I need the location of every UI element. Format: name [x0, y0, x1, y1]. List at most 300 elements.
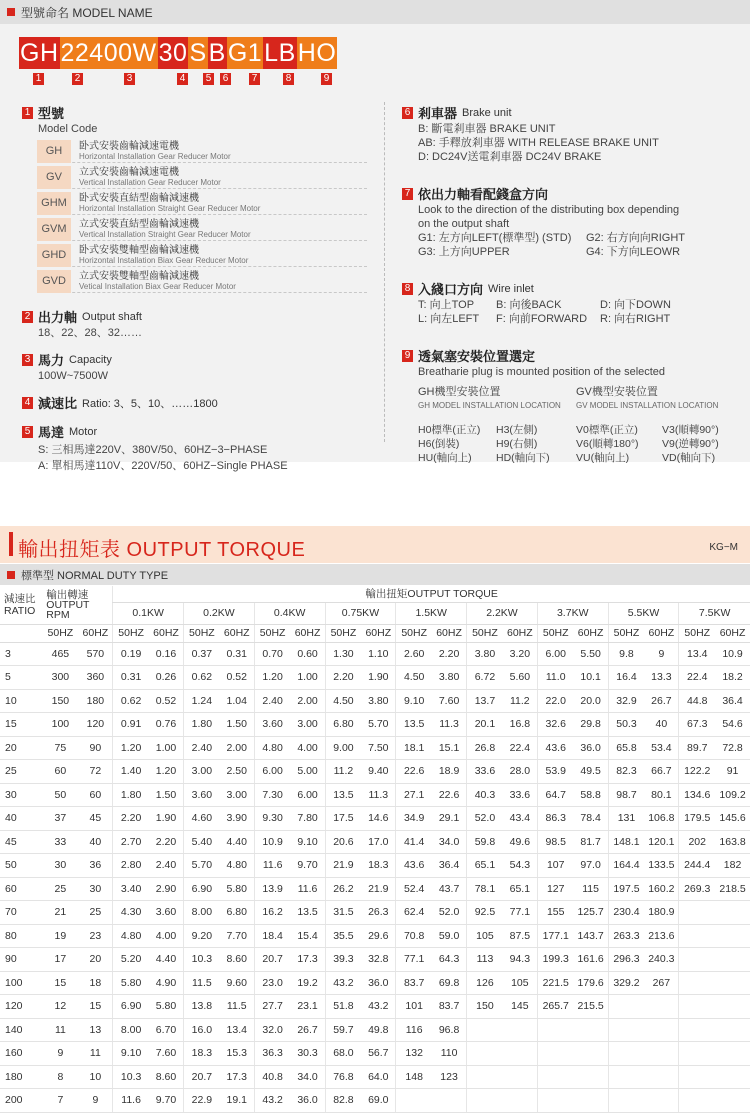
torque-cell	[644, 1089, 679, 1113]
torque-cell: 83.7	[396, 971, 432, 995]
torque-cell	[644, 1018, 679, 1042]
torque-cell: 10.3	[184, 948, 220, 972]
item-breather-plug	[402, 346, 742, 365]
torque-cell: 16.4	[608, 666, 644, 690]
torque-cell: 34.9	[396, 807, 432, 831]
item-output-shaft	[22, 307, 367, 326]
torque-cell: 2.40	[184, 736, 220, 760]
rpm-cell: 15	[79, 995, 113, 1019]
torque-cell	[608, 1042, 644, 1066]
torque-cell	[679, 901, 715, 925]
torque-cell: 4.40	[220, 830, 255, 854]
torque-cell: 21.9	[325, 854, 361, 878]
torque-cell: 244.4	[679, 854, 715, 878]
option-d: D: 向下DOWN	[600, 299, 671, 311]
normal-duty-header	[0, 564, 750, 585]
torque-cell: 13.3	[644, 666, 679, 690]
torque-cell: 4.50	[325, 689, 361, 713]
torque-cell: 32.8	[361, 948, 396, 972]
torque-cell	[679, 995, 715, 1019]
torque-cell: 19.1	[220, 1089, 255, 1113]
torque-cell	[396, 1089, 432, 1113]
torque-cell: 1.80	[184, 713, 220, 737]
torque-cell: 8.00	[113, 1018, 149, 1042]
item-motor	[22, 422, 367, 441]
rpm-cell: 33	[42, 830, 78, 854]
table-row	[0, 736, 750, 760]
torque-cell: 143.7	[574, 924, 609, 948]
torque-cell: 1.80	[113, 783, 149, 807]
model-code-segment: S	[189, 39, 207, 67]
item-title: 馬達	[38, 425, 65, 440]
torque-cell: 5.70	[361, 713, 396, 737]
torque-cell: 127	[537, 877, 573, 901]
torque-cell: 3.80	[432, 666, 467, 690]
model-type-en: Vertical Installation Straight Gear Reducer Motor	[79, 230, 251, 239]
torque-cell: 97.0	[574, 854, 609, 878]
model-name-header	[0, 0, 750, 24]
torque-cell: 22.6	[396, 760, 432, 784]
model-code-segment: B	[208, 39, 226, 67]
torque-cell: 81.7	[574, 830, 609, 854]
torque-cell: 20.1	[467, 713, 503, 737]
torque-cell	[715, 995, 750, 1019]
torque-cell	[574, 1018, 609, 1042]
hz60-header: 60HZ	[291, 624, 326, 642]
torque-cell: 1.90	[149, 807, 184, 831]
torque-cell: 18.1	[396, 736, 432, 760]
torque-cell: 26.8	[467, 736, 503, 760]
torque-cell	[467, 1089, 503, 1113]
torque-cell	[608, 1065, 644, 1089]
rpm-header	[42, 586, 112, 624]
torque-cell: 213.6	[644, 924, 679, 948]
torque-title-bar	[0, 526, 750, 563]
rpm-cell: 60	[42, 760, 78, 784]
torque-cell: 53.4	[644, 736, 679, 760]
torque-cell	[503, 1042, 538, 1066]
torque-cell: 53.9	[537, 760, 573, 784]
torque-cell: 1.24	[184, 689, 220, 713]
torque-cell: 9	[644, 642, 679, 666]
torque-cell: 43.7	[432, 877, 467, 901]
torque-cell: 5.00	[291, 760, 326, 784]
item-title-en: Ratio: 3、5、10、……1800	[82, 397, 218, 410]
table-row	[0, 995, 750, 1019]
torque-cell: 17.0	[361, 830, 396, 854]
hz60-header: 60HZ	[220, 624, 255, 642]
torque-cell: 9.70	[149, 1089, 184, 1113]
ratio-cell: 60	[0, 877, 42, 901]
torque-cell: 2.00	[220, 736, 255, 760]
model-type-description	[79, 270, 236, 292]
table-row	[0, 642, 750, 666]
torque-cell: 148.1	[608, 830, 644, 854]
torque-cell: 131	[608, 807, 644, 831]
wire-inlet-options	[418, 298, 742, 326]
torque-cell: 126	[467, 971, 503, 995]
torque-cell: 13.4	[679, 642, 715, 666]
model-type-description	[79, 166, 221, 188]
rpm-cell: 9	[42, 1042, 78, 1066]
rpm-cell: 20	[79, 948, 113, 972]
item-number: 9	[402, 350, 413, 362]
table-row	[0, 666, 750, 690]
table-row	[0, 901, 750, 925]
torque-cell: 9.20	[184, 924, 220, 948]
torque-cell: 15.3	[220, 1042, 255, 1066]
torque-cell: 123	[432, 1065, 467, 1089]
torque-cell: 4.60	[184, 807, 220, 831]
torque-cell: 9.40	[361, 760, 396, 784]
option-r: R: 向右RIGHT	[600, 313, 671, 325]
distribution-box-desc: Look to the direction of the distributing box depending	[418, 204, 680, 216]
torque-cell: 54.3	[503, 854, 538, 878]
rpm-cell: 60	[79, 783, 113, 807]
table-row	[0, 877, 750, 901]
torque-cell	[467, 1018, 503, 1042]
model-code-segment: 22400W	[60, 39, 157, 67]
model-type-en: Vertical Installation Gear Reducer Motor	[79, 178, 221, 187]
installation-location-headers	[418, 385, 742, 413]
model-code	[19, 37, 337, 69]
rpm-cell: 36	[79, 854, 113, 878]
item-title: 型號	[38, 106, 65, 121]
torque-cell: 0.76	[149, 713, 184, 737]
power-header: 5.5KW	[608, 602, 679, 624]
torque-cell	[644, 995, 679, 1019]
torque-cell: 87.5	[503, 924, 538, 948]
torque-cell: 9.30	[254, 807, 290, 831]
torque-cell: 9.10	[291, 830, 326, 854]
torque-cell	[644, 1065, 679, 1089]
rpm-cell: 8	[42, 1065, 78, 1089]
torque-cell: 49.5	[574, 760, 609, 784]
breather-plug-desc: Breatharie plug is mounted position of the selected	[418, 366, 666, 378]
torque-cell: 267	[644, 971, 679, 995]
torque-cell	[715, 948, 750, 972]
item-ratio	[22, 393, 367, 412]
torque-cell: 106.8	[644, 807, 679, 831]
position-h6: H6(倒裝)	[418, 438, 460, 450]
hz50-header: 50HZ	[42, 624, 78, 642]
torque-cell: 11.5	[220, 995, 255, 1019]
torque-cell: 65.1	[503, 877, 538, 901]
model-code-segment: HO	[297, 39, 337, 67]
torque-cell: 1.04	[220, 689, 255, 713]
rpm-cell: 10	[79, 1065, 113, 1089]
hz50-header: 50HZ	[184, 624, 220, 642]
torque-cell: 39.3	[325, 948, 361, 972]
rpm-cell: 30	[79, 877, 113, 901]
rpm-cell: 465	[42, 642, 78, 666]
torque-cell: 65.1	[467, 854, 503, 878]
item-title: 減速比	[38, 396, 78, 411]
rpm-cell: 37	[42, 807, 78, 831]
torque-cell: 150	[467, 995, 503, 1019]
torque-cell: 59.7	[325, 1018, 361, 1042]
table-row	[0, 1089, 750, 1113]
torque-cell: 20.6	[325, 830, 361, 854]
torque-cell	[679, 1065, 715, 1089]
torque-cell: 0.91	[113, 713, 149, 737]
table-row	[0, 924, 750, 948]
torque-cell: 26.3	[361, 901, 396, 925]
torque-cell: 41.4	[396, 830, 432, 854]
torque-cell: 133.5	[644, 854, 679, 878]
rpm-cell: 40	[79, 830, 113, 854]
torque-cell: 2.20	[325, 666, 361, 690]
torque-cell: 0.62	[184, 666, 220, 690]
torque-cell: 9.70	[291, 854, 326, 878]
torque-cell: 23.0	[254, 971, 290, 995]
torque-cell	[608, 1018, 644, 1042]
torque-cell: 122.2	[679, 760, 715, 784]
torque-cell: 6.00	[254, 760, 290, 784]
table-header-row	[0, 586, 750, 602]
torque-cell: 62.4	[396, 901, 432, 925]
position-vu: VU(軸向上)	[576, 452, 630, 464]
torque-cell	[574, 1042, 609, 1066]
item-title-en: Output shaft	[82, 310, 142, 323]
torque-cell: 0.52	[149, 689, 184, 713]
option-t: T: 向上TOP	[418, 299, 475, 311]
torque-cell: 116	[396, 1018, 432, 1042]
torque-cell: 4.40	[149, 948, 184, 972]
table-row	[0, 948, 750, 972]
rpm-cell: 75	[42, 736, 78, 760]
torque-cell: 13.9	[254, 877, 290, 901]
torque-cell: 86.3	[537, 807, 573, 831]
torque-cell: 36.0	[291, 1089, 326, 1113]
torque-cell: 145.6	[715, 807, 750, 831]
power-header: 2.2KW	[467, 602, 538, 624]
rpm-cell: 12	[42, 995, 78, 1019]
torque-cell: 20.7	[184, 1065, 220, 1089]
torque-cell: 19.2	[291, 971, 326, 995]
torque-cell: 7.70	[220, 924, 255, 948]
torque-cell: 263.3	[608, 924, 644, 948]
torque-cell: 3.60	[149, 901, 184, 925]
ratio-cell: 140	[0, 1018, 42, 1042]
model-code-segment: LB	[264, 39, 296, 67]
torque-cell: 33.6	[503, 783, 538, 807]
torque-cell: 54.6	[715, 713, 750, 737]
torque-cell: 2.50	[220, 760, 255, 784]
torque-cell: 180.9	[644, 901, 679, 925]
torque-cell	[537, 1065, 573, 1089]
torque-cell: 58.8	[574, 783, 609, 807]
torque-cell: 18.3	[184, 1042, 220, 1066]
model-code-segment: G1	[227, 39, 263, 67]
model-type-en: Horizontal Installation Gear Reducer Motor	[79, 152, 231, 161]
torque-cell: 4.80	[220, 854, 255, 878]
model-type-en: Horizontal Installation Straight Gear Reducer Motor	[79, 204, 261, 213]
torque-cell: 36.0	[361, 971, 396, 995]
gh-location-title-en: GH MODEL INSTALLATION LOCATION	[418, 401, 561, 410]
torque-cell: 67.3	[679, 713, 715, 737]
torque-cell: 132	[396, 1042, 432, 1066]
torque-cell	[715, 901, 750, 925]
torque-cell: 34.0	[432, 830, 467, 854]
hz50-header: 50HZ	[113, 624, 149, 642]
torque-table-body	[0, 642, 750, 1112]
torque-cell	[467, 1065, 503, 1089]
rpm-cell: 21	[42, 901, 78, 925]
ratio-cell: 20	[0, 736, 42, 760]
option-g1: G1: 左方向LEFT(標準型) (STD)	[418, 232, 572, 244]
torque-cell: 17.3	[291, 948, 326, 972]
torque-cell: 134.6	[679, 783, 715, 807]
position-v6: V6(順轉180°)	[576, 438, 639, 450]
torque-cell: 22.6	[432, 783, 467, 807]
item-number: 4	[22, 397, 33, 409]
option-f: F: 向前FORWARD	[496, 313, 588, 325]
torque-cell: 83.7	[432, 995, 467, 1019]
hz60-header: 60HZ	[79, 624, 113, 642]
normal-duty-label: 標準型 NORMAL DUTY TYPE	[21, 569, 169, 582]
model-type-description	[79, 218, 251, 240]
torque-cell: 52.4	[396, 877, 432, 901]
distribution-box-options	[418, 231, 742, 259]
item-title: 依出力軸看配錢盒方向	[418, 187, 549, 202]
model-type-list	[22, 140, 367, 293]
torque-cell: 8.60	[149, 1065, 184, 1089]
torque-cell: 221.5	[537, 971, 573, 995]
model-type-cn: 立式安裝雙軸型齒輪減速機	[79, 271, 199, 282]
item-number: 5	[22, 426, 33, 438]
output-shaft-values: 18、22、28、32……	[38, 327, 142, 339]
item-title: 剎車器	[418, 106, 458, 121]
model-code-number: 4	[177, 73, 188, 85]
torque-header: 輸出扭矩OUTPUT TORQUE	[113, 586, 750, 602]
table-row	[0, 830, 750, 854]
torque-cell: 11.2	[325, 760, 361, 784]
torque-cell: 2.90	[149, 877, 184, 901]
torque-cell: 80.1	[644, 783, 679, 807]
torque-cell: 3.60	[254, 713, 290, 737]
torque-cell: 2.20	[113, 807, 149, 831]
title-accent-bar	[9, 532, 13, 556]
torque-cell: 145	[503, 995, 538, 1019]
torque-cell: 22.4	[503, 736, 538, 760]
model-type-cn: 卧式安裝直結型齒輪減速機	[79, 193, 199, 204]
table-row	[0, 1018, 750, 1042]
ratio-cell: 180	[0, 1065, 42, 1089]
left-column	[22, 103, 367, 473]
torque-cell: 105	[503, 971, 538, 995]
red-square-icon	[7, 571, 15, 579]
torque-cell: 36.4	[715, 689, 750, 713]
torque-cell: 3.60	[184, 783, 220, 807]
torque-cell: 56.7	[361, 1042, 396, 1066]
option-g4: G4: 下方向LEOWR	[586, 246, 681, 258]
hz60-header: 60HZ	[361, 624, 396, 642]
model-code-number: 9	[321, 73, 332, 85]
ratio-cell: 45	[0, 830, 42, 854]
torque-cell: 1.50	[149, 783, 184, 807]
torque-cell: 52.0	[467, 807, 503, 831]
torque-cell: 21.9	[361, 877, 396, 901]
torque-cell: 125.7	[574, 901, 609, 925]
rpm-cell: 300	[42, 666, 78, 690]
gh-location-title: GH機型安裝位置	[418, 386, 501, 398]
torque-cell: 1.90	[361, 666, 396, 690]
torque-cell: 20.0	[574, 689, 609, 713]
rpm-cell: 45	[79, 807, 113, 831]
rpm-cell: 180	[79, 689, 113, 713]
torque-cell: 3.20	[503, 642, 538, 666]
torque-cell: 0.31	[113, 666, 149, 690]
torque-cell: 7.80	[291, 807, 326, 831]
torque-cell: 110	[432, 1042, 467, 1066]
torque-cell: 30.3	[291, 1042, 326, 1066]
table-row	[0, 689, 750, 713]
torque-cell: 2.40	[149, 854, 184, 878]
torque-cell: 13.8	[184, 995, 220, 1019]
item-title: 出力軸	[38, 310, 78, 325]
model-type-code: GVD	[37, 270, 71, 293]
torque-cell: 0.19	[113, 642, 149, 666]
torque-cell: 26.2	[325, 877, 361, 901]
ratio-cell: 50	[0, 854, 42, 878]
torque-cell: 8.60	[220, 948, 255, 972]
torque-cell: 44.8	[679, 689, 715, 713]
rpm-cell: 11	[42, 1018, 78, 1042]
torque-cell	[679, 948, 715, 972]
torque-cell: 5.70	[184, 854, 220, 878]
capacity-values: 100W~7500W	[38, 370, 109, 382]
torque-cell: 10.1	[574, 666, 609, 690]
torque-cell: 163.8	[715, 830, 750, 854]
rpm-cell: 23	[79, 924, 113, 948]
torque-cell: 20.7	[254, 948, 290, 972]
torque-cell: 64.3	[432, 948, 467, 972]
torque-cell: 89.7	[679, 736, 715, 760]
power-header: 3.7KW	[537, 602, 608, 624]
power-header-row	[0, 602, 750, 624]
model-type-code: GH	[37, 140, 71, 163]
torque-cell: 51.8	[325, 995, 361, 1019]
model-type-cn: 卧式安裝雙軸型齒輪減速機	[79, 245, 199, 256]
rpm-cell: 9	[79, 1089, 113, 1113]
torque-cell: 9.60	[220, 971, 255, 995]
torque-cell: 64.0	[361, 1065, 396, 1089]
torque-cell: 26.7	[291, 1018, 326, 1042]
torque-cell	[715, 971, 750, 995]
model-type-en: Horizontal Installation Biax Gear Reducer Motor	[79, 256, 249, 265]
torque-cell: 109.2	[715, 783, 750, 807]
hz60-header: 60HZ	[149, 624, 184, 642]
torque-cell: 64.7	[537, 783, 573, 807]
torque-cell: 68.0	[325, 1042, 361, 1066]
torque-cell: 59.0	[432, 924, 467, 948]
table-row	[0, 760, 750, 784]
torque-cell: 65.8	[608, 736, 644, 760]
torque-cell: 1.20	[113, 736, 149, 760]
position-h0: H0標準(正立)	[418, 424, 481, 436]
rpm-header-cn: 輸出轉速	[46, 588, 89, 601]
torque-cell: 1.00	[291, 666, 326, 690]
torque-cell: 215.5	[574, 995, 609, 1019]
torque-cell: 0.37	[184, 642, 220, 666]
torque-cell: 269.3	[679, 877, 715, 901]
model-type-description	[79, 192, 260, 214]
torque-cell: 11.2	[503, 689, 538, 713]
torque-cell	[679, 1018, 715, 1042]
torque-cell: 29.6	[361, 924, 396, 948]
position-v3: V3(順轉90°)	[662, 424, 719, 436]
